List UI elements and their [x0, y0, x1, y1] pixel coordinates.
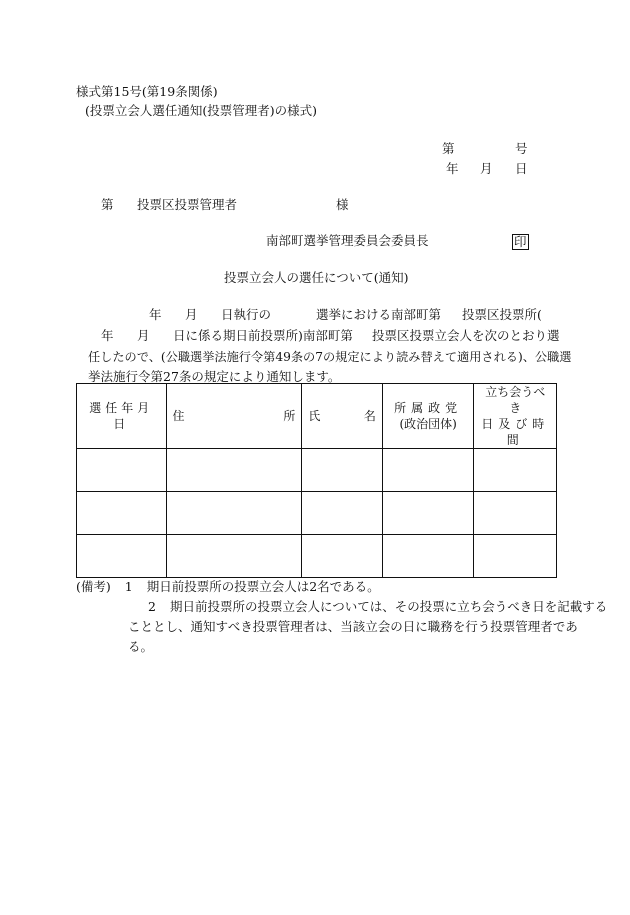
notes-section — [76, 577, 607, 657]
header-attendance-day — [474, 384, 557, 449]
addressee-text: 投票区投票管理者 — [137, 197, 238, 212]
body-l1-b: 選挙における南部町第 — [316, 307, 442, 322]
note-2-line1: 期日前投票所の投票立会人については、その投票に立ち会うべき日を記載する — [169, 599, 608, 614]
table-cell — [77, 535, 167, 578]
date-year: 年 — [446, 161, 459, 176]
table-cell — [474, 449, 557, 492]
table-header-row — [77, 384, 557, 449]
body-l3: 任したので、(公職選挙法施行令第49条の7の規定により読み替えて適用される)、公職選 — [88, 350, 572, 364]
body-l1-year: 年 — [149, 307, 162, 322]
date-month: 月 — [480, 161, 493, 176]
body-l1-month: 月 — [185, 307, 198, 322]
table-row — [77, 449, 557, 492]
body-l2-b: 投票区投票立会人を次のとおり選 — [372, 328, 560, 343]
table-row — [77, 492, 557, 535]
header-name — [302, 384, 383, 449]
note-2-cont2: る。 — [128, 639, 154, 654]
header-appointment-date: 選任年月日 — [77, 384, 167, 449]
table-cell — [382, 492, 474, 535]
note-1-text: 期日前投票所の投票立会人は2名である。 — [146, 579, 380, 594]
table-cell — [474, 535, 557, 578]
header-name-b: 名 — [363, 409, 376, 423]
appointment-table — [76, 383, 557, 578]
note-1 — [76, 577, 607, 597]
body-l2-month: 月 — [137, 328, 150, 343]
header-address — [166, 384, 302, 449]
seal-label: 印 — [514, 234, 527, 249]
addressee-sama: 様 — [336, 197, 349, 212]
table-cell — [302, 492, 383, 535]
form-title: (投票立会人選任通知(投票管理者)の様式) — [85, 103, 318, 118]
table-cell — [474, 492, 557, 535]
body-l1-a: 日執行の — [221, 307, 272, 322]
number-dai: 第 — [442, 141, 455, 156]
note-1-number: 1 — [124, 579, 133, 594]
table-cell — [382, 535, 474, 578]
header-name-a: 氏 — [308, 409, 321, 423]
addressee-dai: 第 — [101, 197, 114, 212]
form-number: 様式第15号(第19条関係) — [76, 84, 218, 99]
body-l2-year: 年 — [101, 328, 114, 343]
header-address-b: 所 — [283, 409, 296, 423]
header-party — [382, 384, 474, 449]
number-go: 号 — [515, 141, 528, 156]
body-l2-a: 日に係る期日前投票所)南部町第 — [173, 328, 353, 343]
note-2-number: 2 — [148, 599, 156, 614]
note-2 — [76, 597, 607, 617]
body-l1-c: 投票区投票所( — [462, 307, 542, 322]
subject-title: 投票立会人の選任について(通知) — [224, 270, 409, 285]
body-l4: 挙法施行令第27条の規定により通知します。 — [88, 369, 341, 384]
notes-label: (備考) — [76, 579, 111, 594]
date-day: 日 — [515, 161, 528, 176]
note-2-cont1: こととし、通知すべき投票管理者は、当該立会の日に職務を行う投票管理者であ — [128, 619, 578, 634]
header-day-line2: 日及び時間 — [481, 417, 550, 447]
table-cell — [302, 449, 383, 492]
table-cell — [382, 449, 474, 492]
table-cell — [166, 449, 302, 492]
sender-name: 南部町選挙管理委員会委員長 — [266, 233, 429, 248]
header-party-line2: (政治団体) — [399, 417, 457, 431]
table-cell — [166, 492, 302, 535]
header-address-a: 住 — [172, 409, 185, 423]
table-cell — [77, 449, 167, 492]
seal-stamp — [512, 234, 529, 250]
table-cell — [166, 535, 302, 578]
table-cell — [302, 535, 383, 578]
table-row — [77, 535, 557, 578]
table-cell — [77, 492, 167, 535]
header-party-line1: 所属政党 — [394, 401, 463, 415]
header-day-line1: 立ち会うべき — [485, 385, 546, 415]
